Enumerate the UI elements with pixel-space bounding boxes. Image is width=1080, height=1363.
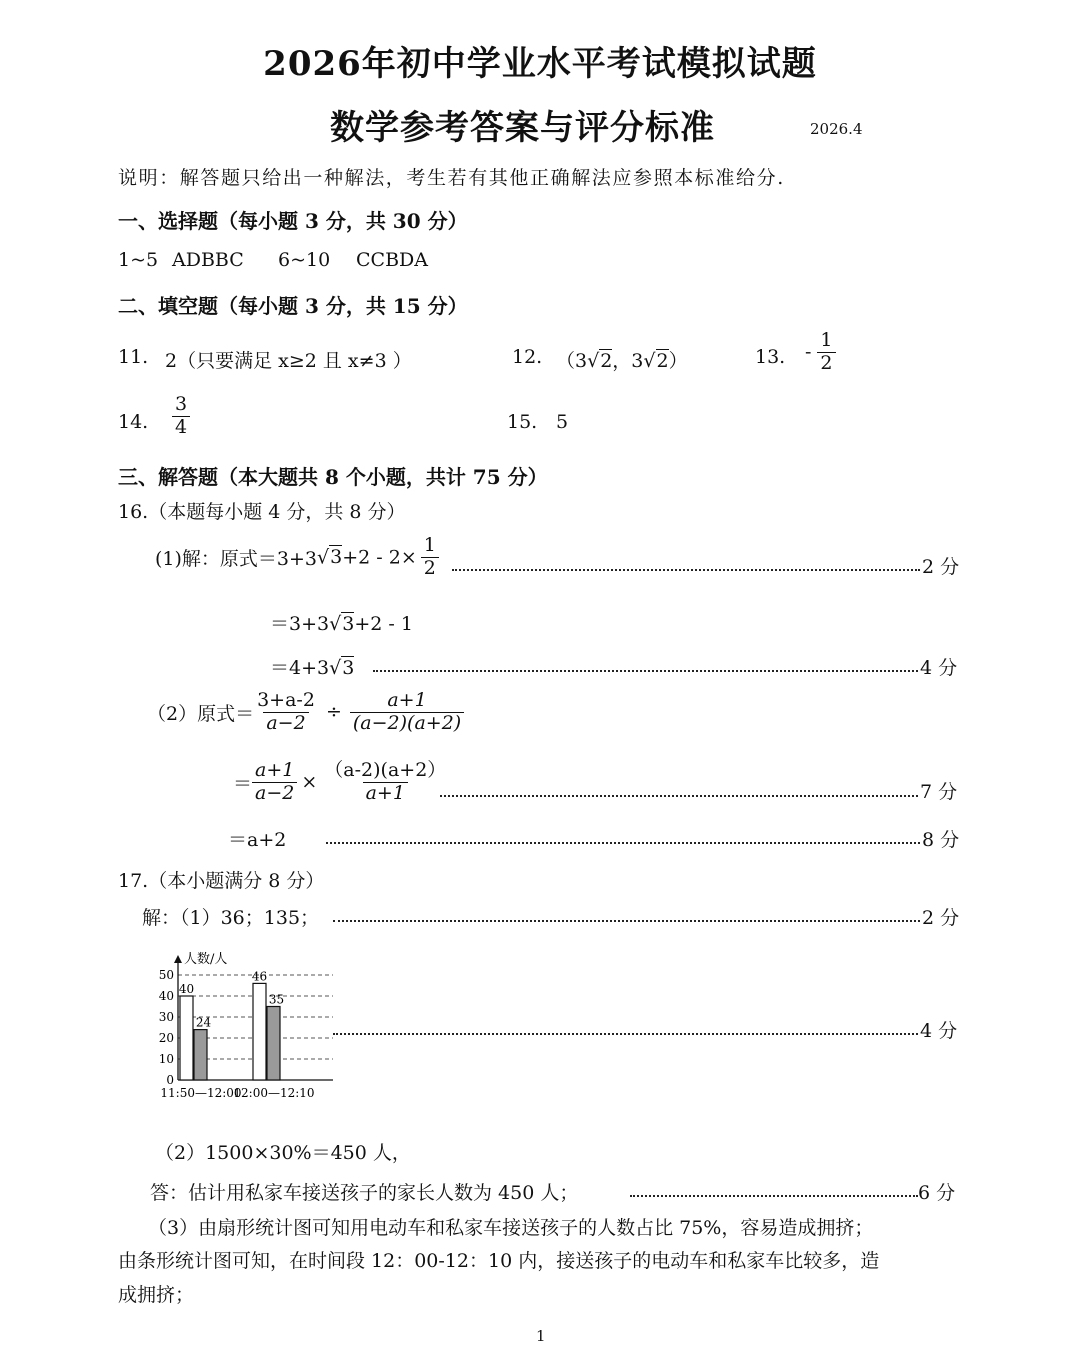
q16-p2-operator: ÷ bbox=[325, 701, 342, 724]
q16-p1-l2-tail: +2 - 1 bbox=[354, 613, 413, 635]
q12-radicand-2: 2 bbox=[656, 350, 669, 372]
q16-p2-l2-f1-numerator: a+1 bbox=[255, 759, 295, 781]
bar-value-label: 46 bbox=[251, 969, 268, 984]
leader-dots bbox=[326, 842, 920, 844]
q16-heading: 16.（本题每小题 4 分，共 8 分） bbox=[118, 501, 406, 523]
q16-p2-score-1: 7 分 bbox=[920, 781, 958, 803]
sqrt-sign: √ bbox=[329, 613, 342, 635]
section-3-heading: 三、解答题（本大题共 8 个小题，共计 75 分） bbox=[118, 465, 548, 489]
q17-heading: 17.（本小题满分 8 分） bbox=[118, 870, 325, 892]
y-tick-label: 30 bbox=[158, 1010, 174, 1024]
q15-answer: 5 bbox=[556, 411, 569, 433]
q16-p1-line3 bbox=[270, 653, 354, 680]
leader-dots bbox=[452, 569, 920, 571]
q16-p1-tail: +2 - 2× bbox=[342, 546, 417, 569]
y-tick-label: 40 bbox=[158, 989, 174, 1003]
q16-p1-l3-radicand: 3 bbox=[342, 657, 355, 679]
bar bbox=[194, 1030, 207, 1080]
mc-range-2: 6~10 bbox=[278, 249, 331, 271]
section-1-heading: 一、选择题（每小题 3 分，共 30 分） bbox=[118, 209, 468, 233]
sqrt-sign: √ bbox=[317, 546, 330, 569]
leader-dots bbox=[333, 1033, 918, 1035]
bar-value-label: 40 bbox=[178, 982, 195, 996]
q17-p3-line1: （3）由扇形统计图可知用电动车和私家车接送孩子的人数占比 75%，容易造成拥挤； bbox=[148, 1217, 874, 1239]
q14-numerator: 3 bbox=[175, 393, 188, 415]
q11-answer: 2（只要满足 x≥2 且 x≠3 ） bbox=[165, 350, 412, 372]
q13-number: 13. bbox=[755, 346, 786, 368]
x-tick-label: 11:50—12:00 bbox=[160, 1086, 242, 1100]
q17-p2: （2）1500×30%＝450 人， bbox=[155, 1142, 411, 1164]
q12-answer bbox=[556, 346, 688, 373]
q17-p3-line3: 成拥挤； bbox=[118, 1284, 195, 1306]
mc-range-1: 1~5 bbox=[118, 249, 159, 271]
q16-p1-line2 bbox=[270, 609, 413, 636]
y-axis-arrow bbox=[174, 955, 182, 963]
q16-p1-l2-radicand: 3 bbox=[342, 613, 355, 635]
q16-p1-radicand: 3 bbox=[330, 546, 343, 569]
q12-middle: ，3 bbox=[612, 350, 644, 372]
q13-fraction bbox=[817, 330, 835, 375]
q13-denominator: 2 bbox=[817, 352, 835, 375]
q14-fraction bbox=[172, 394, 190, 439]
q13-sign: - bbox=[805, 341, 812, 364]
q16-p2-line1 bbox=[147, 690, 464, 735]
y-axis-label: 人数/人 bbox=[184, 952, 228, 967]
q16-p2-score-2: 8 分 bbox=[922, 829, 960, 851]
q16-p2-l2-eq: ＝ bbox=[233, 772, 253, 795]
y-tick-label: 0 bbox=[166, 1073, 174, 1087]
q16-p2-fraction-1 bbox=[254, 690, 318, 735]
sqrt-sign: √ bbox=[329, 657, 342, 679]
q16-p2-l2-fraction-1 bbox=[252, 760, 297, 805]
q16-p1-line1 bbox=[155, 535, 439, 580]
q11-number: 11. bbox=[118, 346, 149, 368]
leader-dots bbox=[373, 670, 918, 672]
section-2-heading: 二、填空题（每小题 3 分，共 15 分） bbox=[118, 294, 468, 318]
q17-p1-score: 2 分 bbox=[922, 907, 960, 929]
leader-dots bbox=[440, 795, 918, 797]
q16-p2-fraction-2 bbox=[350, 690, 464, 735]
q14-denominator: 4 bbox=[172, 416, 190, 439]
q15-number: 15. bbox=[507, 411, 538, 433]
q16-p1-denominator: 2 bbox=[421, 557, 439, 580]
bar-chart bbox=[140, 945, 340, 1105]
q16-p2-f1-numerator: 3+a-2 bbox=[257, 689, 315, 711]
page-subtitle: 数学参考答案与评分标准 bbox=[330, 108, 715, 148]
bar-value-label: 24 bbox=[195, 1015, 212, 1030]
q16-p1-numerator: 1 bbox=[423, 534, 436, 556]
q16-p2-line2 bbox=[233, 760, 449, 805]
q16-p1-score-2: 4 分 bbox=[920, 657, 958, 679]
page-title: 2026年初中学业水平考试模拟试题 bbox=[263, 44, 817, 84]
q16-p2-f2-denominator: (a−2)(a+2) bbox=[350, 712, 464, 735]
q12-radicand-1: 2 bbox=[600, 350, 613, 372]
y-tick-label: 10 bbox=[158, 1052, 174, 1066]
q13-answer bbox=[805, 330, 836, 375]
q16-p2-l2-fraction-2 bbox=[321, 760, 449, 805]
sqrt-sign: √ bbox=[587, 350, 600, 372]
y-tick-label: 20 bbox=[158, 1031, 174, 1045]
q16-p2-l2-f2-numerator: （a-2)(a+2） bbox=[324, 759, 447, 781]
mc-answers-2: CCBDA bbox=[356, 249, 428, 271]
leader-dots bbox=[333, 920, 920, 922]
bar bbox=[253, 983, 266, 1080]
q17-p3-line2: 由条形统计图可知，在时间段 12：00-12：10 内，接送孩子的电动车和私家车比较多，造 bbox=[118, 1250, 880, 1272]
q14-number: 14. bbox=[118, 411, 149, 433]
q12-suffix: ） bbox=[668, 350, 688, 372]
bar bbox=[267, 1007, 280, 1081]
mc-answers-1: ADBBC bbox=[172, 249, 244, 271]
q14-answer bbox=[172, 394, 190, 439]
document-date: 2026.4 bbox=[810, 120, 863, 138]
q12-prefix: （3 bbox=[556, 350, 588, 372]
q16-p2-lead: （2）原式＝ bbox=[147, 702, 255, 725]
q16-p2-l2-operator: × bbox=[301, 771, 318, 794]
page-number: 1 bbox=[536, 1327, 546, 1345]
q17-p2-answer: 答：估计用私家车接送孩子的家长人数为 450 人； bbox=[150, 1182, 579, 1204]
x-tick-label: 12:00—12:10 bbox=[233, 1086, 315, 1100]
q16-p2-f1-denominator: a−2 bbox=[263, 712, 308, 735]
q16-p2-f2-numerator: a+1 bbox=[387, 689, 427, 711]
q16-p2-l2-f2-denominator: a+1 bbox=[363, 782, 408, 805]
q16-p1-score-1: 2 分 bbox=[922, 556, 960, 578]
q16-p1-fraction bbox=[421, 535, 439, 580]
instruction-note: 说明：解答题只给出一种解法，考生若有其他正确解法应参照本标准给分. bbox=[118, 167, 785, 189]
q16-p1-l2-lead: ＝3+3 bbox=[270, 613, 330, 635]
bar bbox=[180, 996, 193, 1080]
bar-value-label: 35 bbox=[268, 992, 285, 1007]
q16-p2-l2-f1-denominator: a−2 bbox=[252, 782, 297, 805]
q16-p2-line3: ＝a+2 bbox=[228, 829, 287, 851]
q16-p1-lead: (1)解：原式＝3+3 bbox=[155, 547, 318, 570]
q12-number: 12. bbox=[512, 346, 543, 368]
q13-numerator: 1 bbox=[820, 329, 833, 351]
y-tick-label: 50 bbox=[158, 968, 174, 982]
q16-p1-l3-lead: ＝4+3 bbox=[270, 657, 330, 679]
q17-chart-score: 4 分 bbox=[920, 1020, 958, 1042]
leader-dots bbox=[630, 1195, 918, 1197]
q17-p1: 解：（1）36；135； bbox=[142, 907, 320, 929]
q17-p2-score: 6 分 bbox=[918, 1182, 956, 1204]
sqrt-sign: √ bbox=[643, 350, 656, 372]
